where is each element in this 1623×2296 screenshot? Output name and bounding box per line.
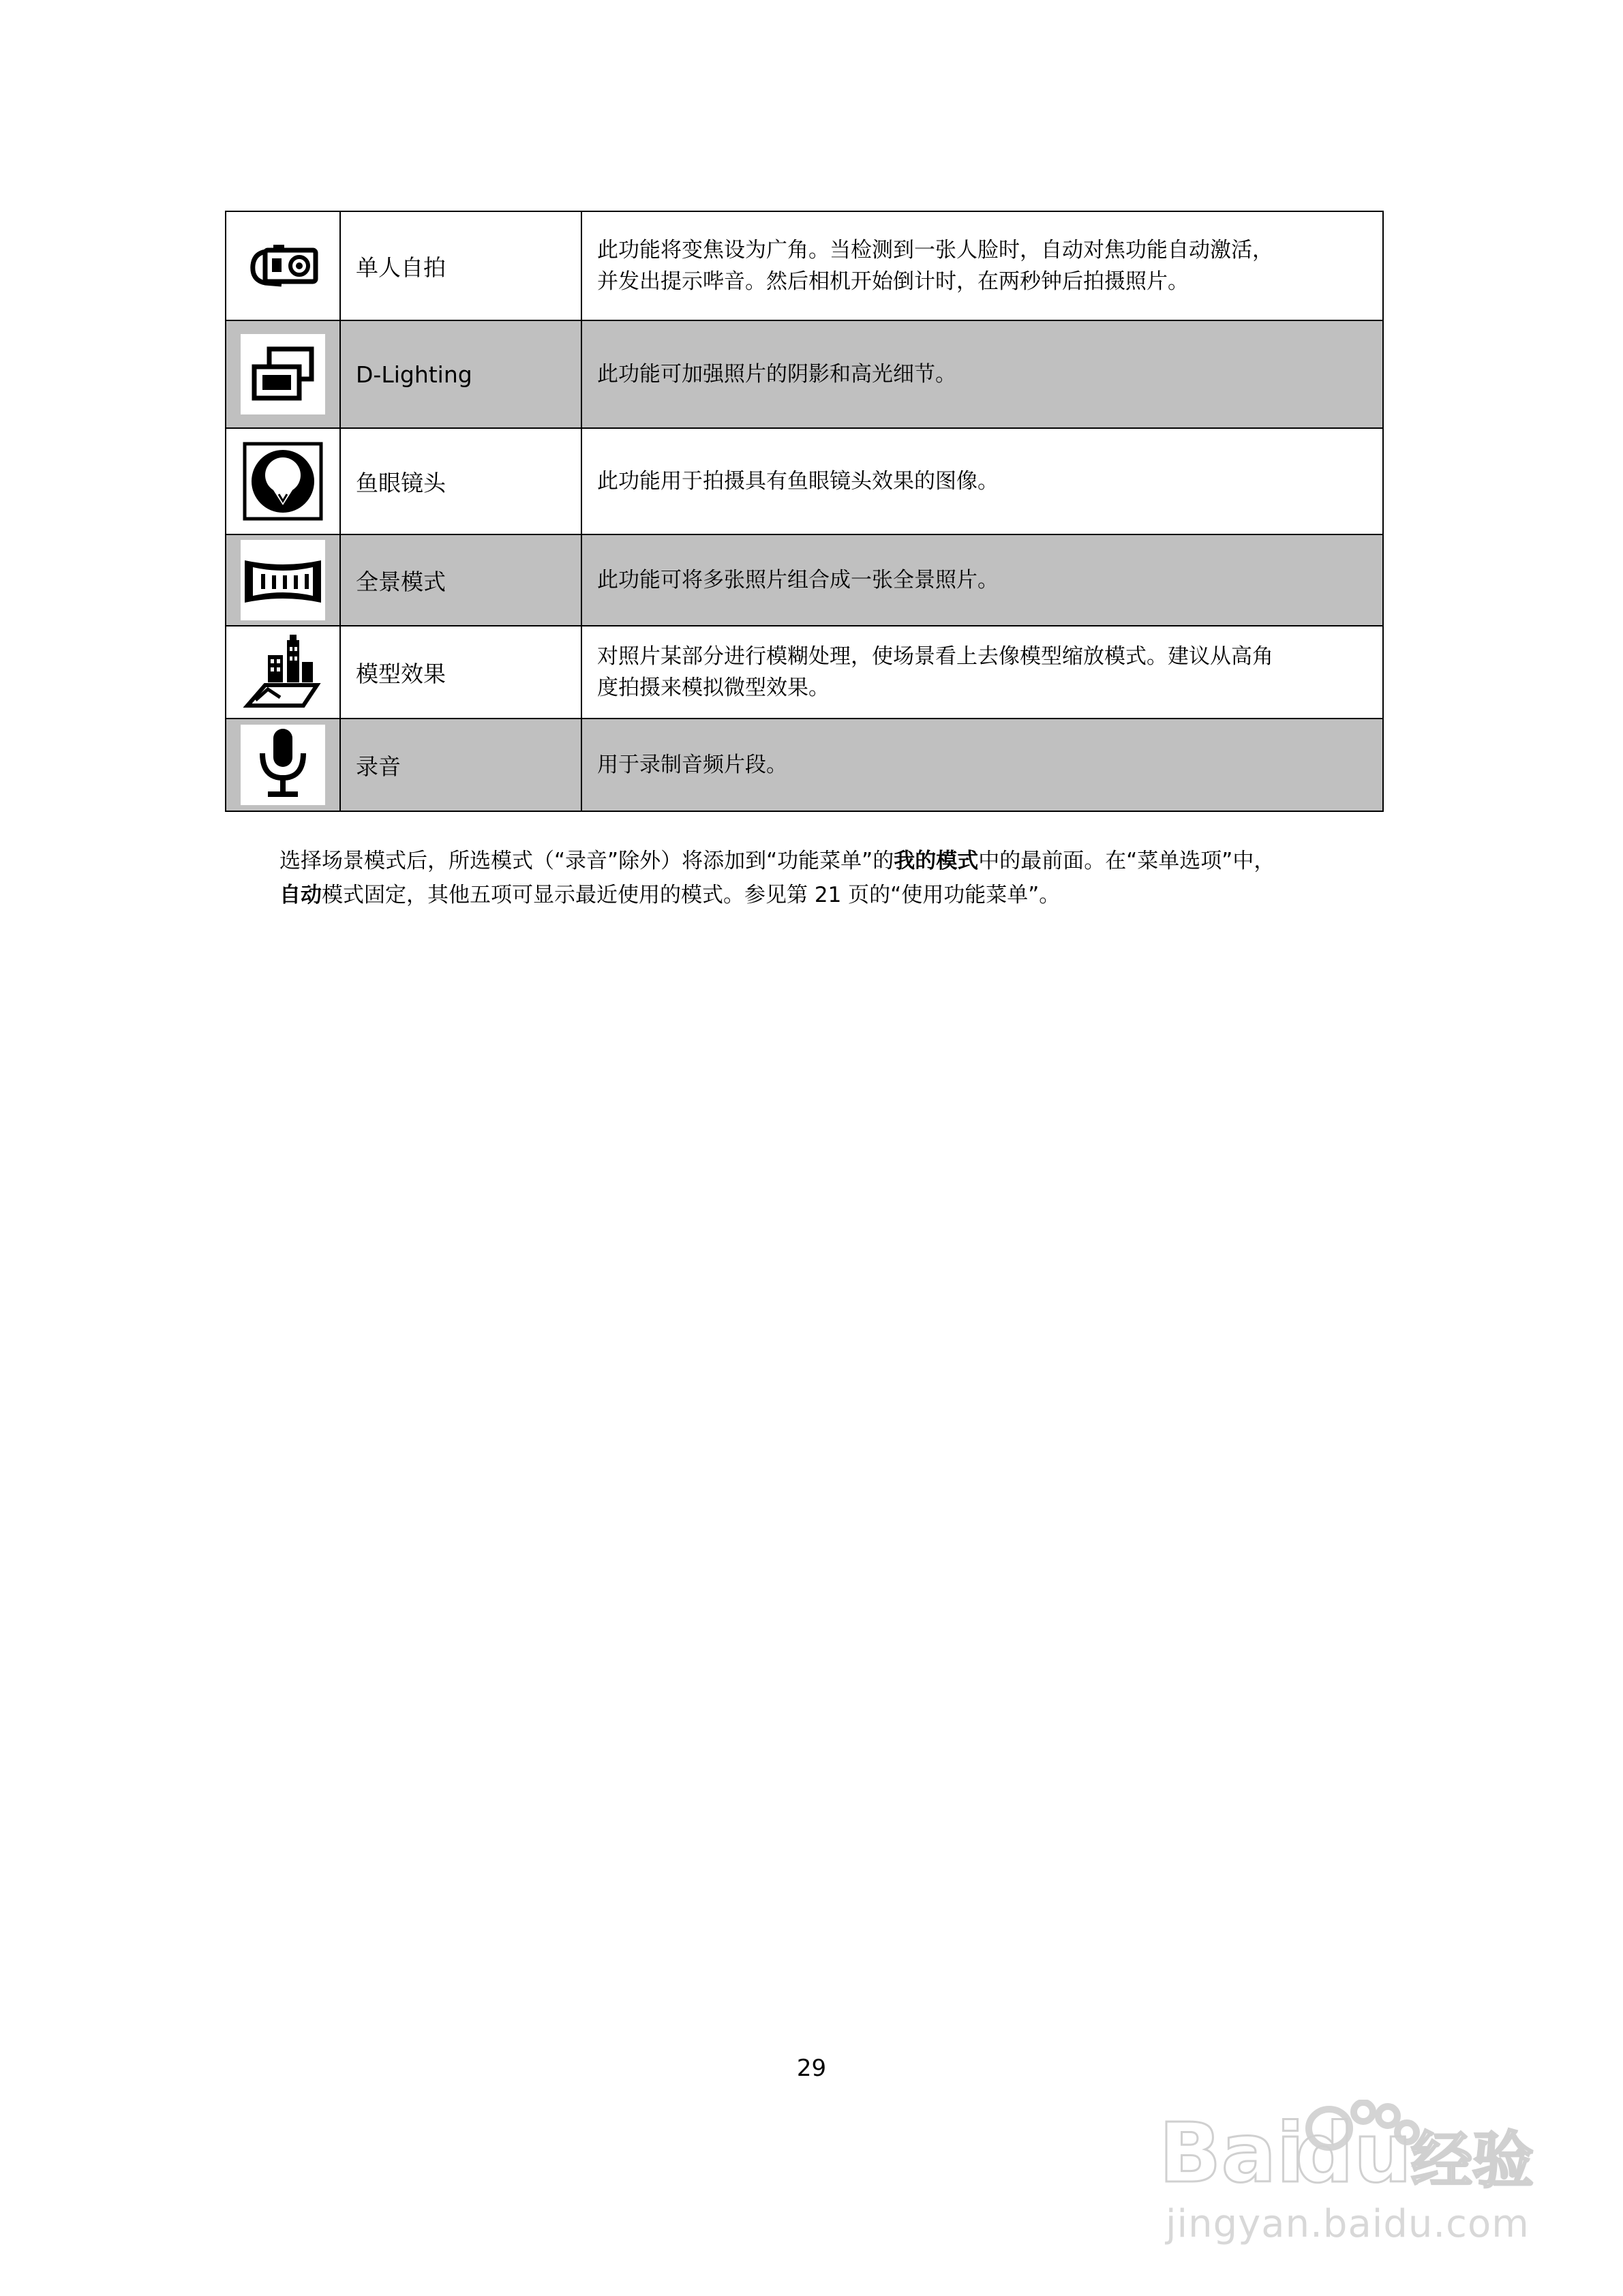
mode-description: 对照片某部分进行模糊处理，使场景看上去像模型缩放模式。建议从高角 度拍摄来模拟微型效果。 <box>581 626 1383 719</box>
mode-description: 此功能将变焦设为广角。当检测到一张人脸时，自动对焦功能自动激活， 并发出提示哔音。然后相机开始倒计时，在两秒钟后拍摄照片。 <box>581 211 1383 320</box>
mode-description: 此功能用于拍摄具有鱼眼镜头效果的图像。 <box>581 428 1383 534</box>
scene-mode-table <box>225 211 1384 812</box>
mode-description: 此功能可加强照片的阴影和高光细节。 <box>581 320 1383 428</box>
miniature-buildings-icon <box>241 632 325 712</box>
mode-name: D-Lighting <box>340 320 581 428</box>
baidu-jingyan-logo <box>1159 2100 1541 2195</box>
baidu-watermark <box>1159 2052 1568 2256</box>
mode-name: 全景模式 <box>340 534 581 626</box>
mode-name: 录音 <box>340 719 581 811</box>
page-number: 29 <box>796 2055 827 2082</box>
mode-name: 模型效果 <box>340 626 581 719</box>
fisheye-icon <box>241 441 325 522</box>
table-row <box>226 626 1383 719</box>
mode-name: 单人自拍 <box>340 211 581 320</box>
svg-text:经验: 经验 <box>1411 2125 1534 2195</box>
face-camera-icon <box>241 226 325 306</box>
mode-description: 用于录制音频片段。 <box>581 719 1383 811</box>
panorama-icon <box>241 540 325 620</box>
table-row <box>226 428 1383 534</box>
table-row <box>226 534 1383 626</box>
my-mode-term: 我的模式 <box>894 849 979 873</box>
watermark-url: jingyan.baidu.com <box>1166 2202 1530 2246</box>
table-row <box>226 211 1383 320</box>
mode-name: 鱼眼镜头 <box>340 428 581 534</box>
auto-term: 自动 <box>279 883 322 907</box>
table-row <box>226 719 1383 811</box>
mode-description: 此功能可将多张照片组合成一张全景照片。 <box>581 534 1383 626</box>
d-lighting-icon <box>241 334 325 414</box>
microphone-icon <box>241 725 325 805</box>
table-row <box>226 320 1383 428</box>
svg-text:Bai: Bai <box>1159 2106 1305 2195</box>
svg-text:du: du <box>1295 2106 1412 2195</box>
note-paragraph: 选择场景模式后，所选模式（“录音”除外）将添加到“功能菜单”的我的模式中的最前面。在“菜单选项”中， 自动模式固定，其他五项可显示最近使用的模式。参见第 21 页的“使用功能菜单”。 <box>279 849 1275 907</box>
